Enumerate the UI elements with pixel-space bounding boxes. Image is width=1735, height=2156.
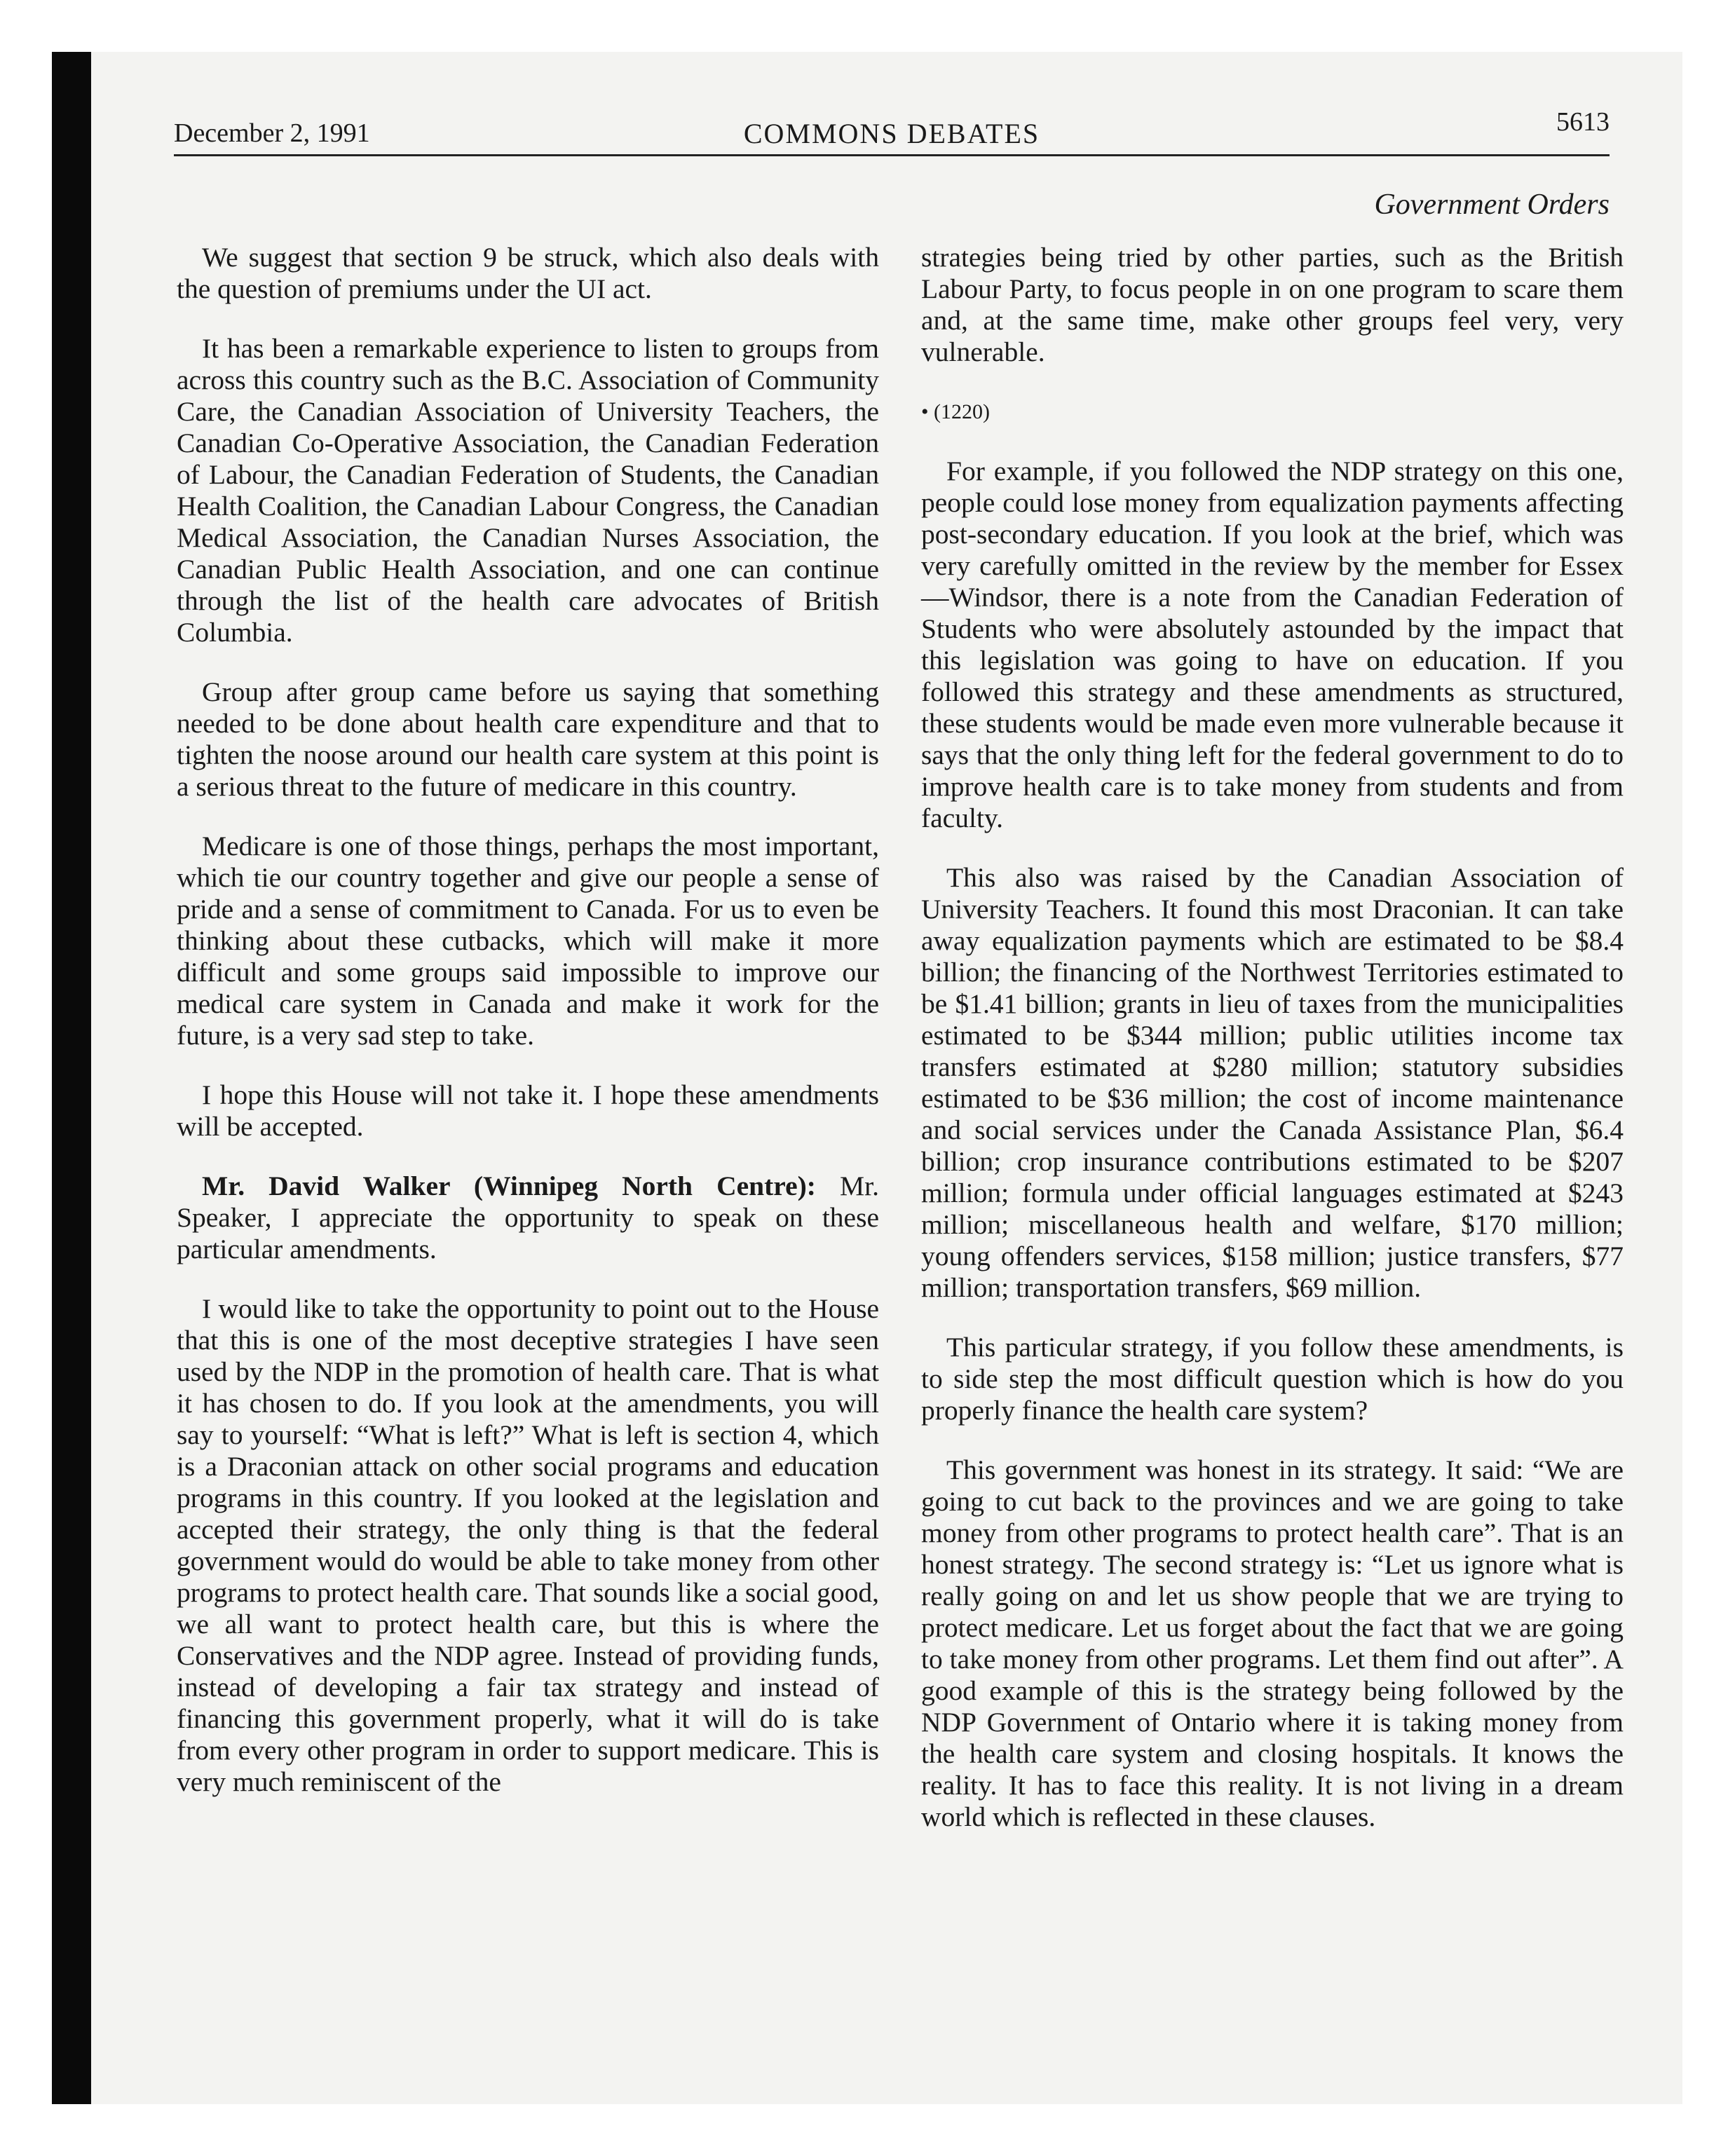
paragraph: This particular strategy, if you follow these amendments, is to side step the most difficult question which is how do you properly finance the health care system? [921,1332,1624,1426]
paragraph: This also was raised by the Canadian Association of University Teachers. It found this most Draconian. It can take away equalization payments which are estimated to be $8.4 billion; the financing of the Northwest Territories estimated to be $1.41 billion; grants in lieu of taxes from the municipalities estimated to be $344 million; public utilities income tax transfers estimated at $280 million; statutory subsidies estimated to be $36 million; the cost of income maintenance and social services under the Canada Assistance Plan, $6.4 billion; crop insurance contributions estimated to be $207 million; formula under official languages estimated at $243 million; miscellaneous health and welfare, $170 million; young offenders services, $158 million; justice transfers, $77 million; transportation transfers, $69 million. [921,862,1624,1303]
paragraph: Group after group came before us saying that something needed to be done about health care expenditure and that to tighten the noose around our health care system at this point is a serious threat to the future of medicare in this country. [177,676,879,802]
header-date: December 2, 1991 [174,118,370,148]
paragraph: For example, if you followed the NDP strategy on this one, people could lose money from equalization payments affecting post-secondary education. If you look at the brief, which was very carefully omitted in the review by the member for Essex—Windsor, there is a note from the Canadian Federation of Students who were absolutely astounded by the impact that this legislation was going to have on education. If you followed this strategy and these amendments as structured, these students would be made even more vulnerable because it says that the only thing left for the federal government to do to improve health care is to take money from students and from faculty. [921,456,1624,833]
speaker-text: Mr. Speaker, I appreciate the opportunity to speak on these particular amendments. [177,1171,879,1264]
paragraph: This government was honest in its strategy. It said: “We are going to cut back to the provinces and we are going to take money from other programs to protect health care”. That is an honest strategy. The second strategy is: “Let us ignore what is really going on and let us show people that we are trying to protect medicare. Let us forget about the fact that we are going to take money from other programs. Let them find out after”. A good example of this is the strategy being followed by the NDP Government of Ontario where it is taking money from the health care system and closing hospitals. It knows the reality. It has to face this reality. It is not living in a dream world which is reflected in these clauses. [921,1454,1624,1832]
header-title: COMMONS DEBATES [743,118,1040,149]
paragraph: I hope this House will not take it. I hope these amendments will be accepted. [177,1079,879,1142]
section-label: Government Orders [1374,189,1610,221]
speaker-name: Mr. David Walker (Winnipeg North Centre): [202,1171,816,1201]
time-marker: • (1220) [921,400,990,423]
left-column [177,242,879,1826]
paragraph: Medicare is one of those things, perhaps the most important, which tie our country together and give our people a sense of pride and a sense of commitment to Canada. For us to even be thinking about these cutbacks, which will make it more difficult and some groups said impossible to improve our medical care system in Canada and make it work for the future, is a very sad step to take. [177,831,879,1051]
page-number: 5613 [1556,107,1610,137]
scan-edge-shadow [52,52,91,2104]
paragraph: I would like to take the opportunity to point out to the House that this is one of the most deceptive strategies I have seen used by the NDP in the promotion of health care. That is what it has chosen to do. If you look at the amendments, you will say to yourself: “What is left?” What is left is section 4, which is a Draconian attack on other social programs and education programs in this country. If you looked at the legislation and accepted their strategy, the only thing is that the federal government would do would be able to take money from other programs to protect health care. That sounds like a social good, we all want to protect health care, but this is where the Conservatives and the NDP agree. Instead of providing funds, instead of developing a fair tax strategy and instead of financing this government properly, what it will do is take from every other program in order to support medicare. This is very much reminiscent of the [177,1293,879,1797]
paragraph: We suggest that section 9 be struck, which also deals with the question of premiums under the UI act. [177,242,879,304]
paragraph: It has been a remarkable experience to listen to groups from across this country such as the B.C. Association of Community Care, the Canadian Association of University Teachers, the Canadian Co-Operative Association, the Canadian Federation of Labour, the Canadian Federation of Students, the Canadian Health Coalition, the Canadian Labour Congress, the Canadian Medical Association, the Canadian Nurses Association, the Canadian Public Health Association, and one can continue through the list of the health care advocates of British Columbia. [177,333,879,648]
paragraph-continued: strategies being tried by other parties, such as the British Labour Party, to focus people in on one program to scare them and, at the same time, make other groups feel very, very vulnerable. [921,242,1624,367]
speaker-paragraph [177,1171,879,1265]
page-header [174,107,1610,156]
right-column [921,242,1624,1861]
